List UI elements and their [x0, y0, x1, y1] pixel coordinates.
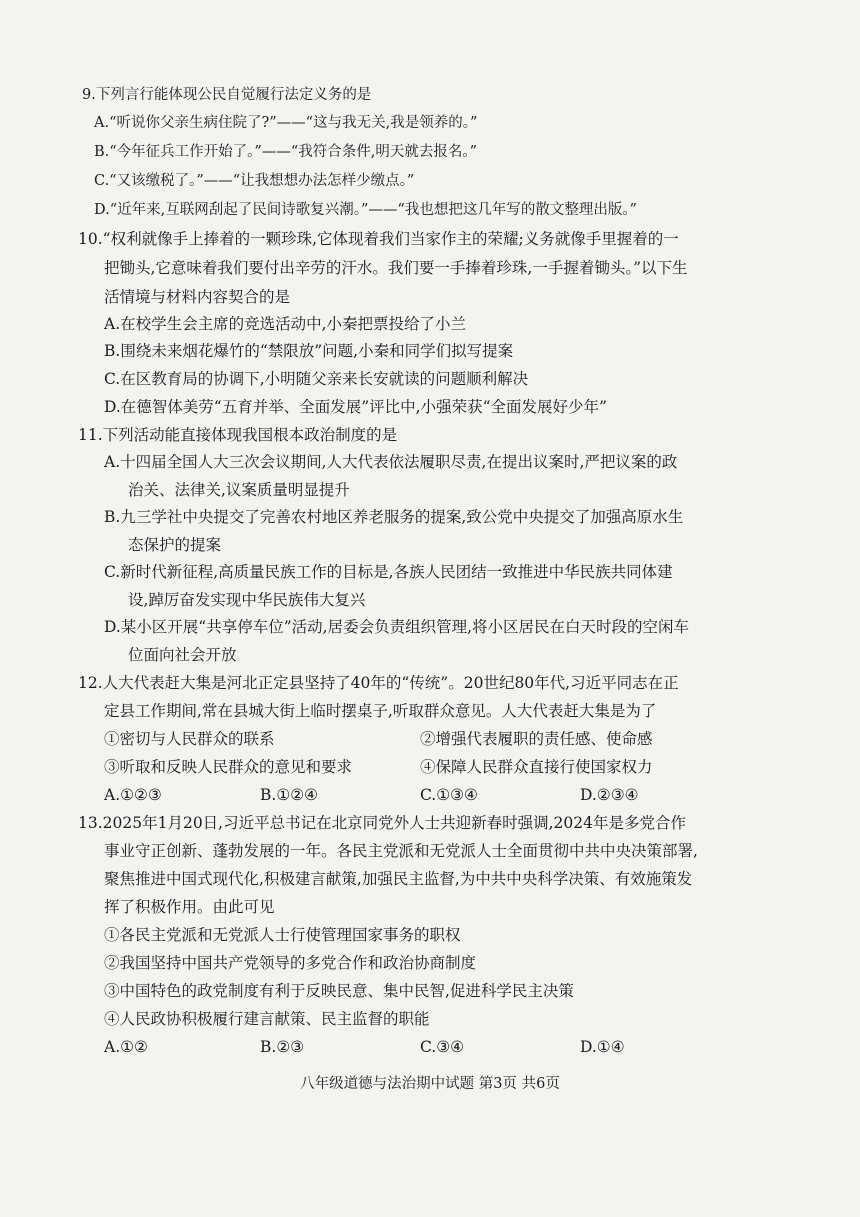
q11-option-c: C.新时代新征程,高质量民族工作的目标是,各族人民团结一致推进中华民族共同体建 [104, 563, 673, 581]
q9-option-b: B.“今年征兵工作开始了。”——“我符合条件,明天就去报名。” [94, 144, 478, 160]
q10-option-b: B.围绕未来烟花爆竹的“禁限放”问题,小秦和同学们拟写提案 [104, 342, 514, 360]
q11-option-d-cont: 位面向社会开放 [128, 646, 237, 664]
q13-statement-2: ②我国坚持中国共产党领导的多党合作和政治协商制度 [104, 954, 477, 972]
q11-option-c-cont: 设,踔厉奋发实现中华民族伟大复兴 [128, 591, 366, 609]
q12-choice-a: A.①②③ [104, 786, 162, 804]
q12-statement-3: ③听取和反映人民群众的意见和要求 [104, 758, 353, 776]
q9-option-d: D.“近年来,互联网刮起了民间诗歌复兴潮。”——“我也想把这几年写的散文整理出版。” [94, 202, 637, 218]
q9-option-a: A.“听说你父亲生病住院了?”——“这与我无关,我是领养的。” [94, 115, 478, 131]
q12-statement-4: ④保障人民群众直接行使国家权力 [420, 758, 653, 776]
q9-option-c: C.“又该缴税了。”——“让我想想办法怎样少缴点。” [94, 173, 415, 189]
q12-statement-2: ②增强代表履职的责任感、使命感 [420, 730, 653, 748]
q12-choice-c: C.①③④ [420, 786, 478, 804]
q12-choice-d: D.②③④ [580, 786, 639, 804]
q12-stem-line: 12.人大代表赶大集是河北正定县坚持了40年的“传统”。20世纪80年代,习近平同志在正 [78, 674, 679, 692]
q13-statement-1: ①各民主党派和无党派人士行使管理国家事务的职权 [104, 926, 461, 944]
q11-stem: 11.下列活动能直接体现我国根本政治制度的是 [78, 426, 398, 444]
q10-stem-line: 把锄头,它意味着我们要付出辛劳的汗水。我们要一手捧着珍珠,一手握着锄头。”以下生 [104, 259, 688, 277]
page-footer: 八年级道德与法治期中试题 第3页 共6页 [300, 1076, 560, 1092]
q13-stem-line: 挥了积极作用。由此可见 [104, 898, 275, 916]
q13-statement-3: ③中国特色的政党制度有利于反映民意、集中民智,促进科学民主决策 [104, 982, 574, 1000]
q13-stem-line: 事业守正创新、蓬勃发展的一年。各民主党派和无党派人士全面贯彻中共中央决策部署, [104, 842, 698, 860]
q12-stem-line: 定县工作期间,常在县城大街上临时摆桌子,听取群众意见。人大代表赶大集是为了 [104, 702, 657, 720]
q13-choice-b: B.②③ [260, 1038, 305, 1056]
q10-option-c: C.在区教育局的协调下,小明随父亲来长安就读的问题顺利解决 [104, 370, 529, 388]
q11-option-a: A.十四届全国人大三次会议期间,人大代表依法履职尽责,在提出议案时,严把议案的政 [104, 453, 678, 471]
q10-option-d: D.在德智体美劳“五育并举、全面发展”评比中,小强荣获“全面发展好少年” [104, 398, 607, 416]
q12-statement-1: ①密切与人民群众的联系 [104, 730, 275, 748]
q9-stem: 9.下列言行能体现公民自觉履行法定义务的是 [82, 87, 372, 103]
q13-choice-d: D.①④ [580, 1038, 625, 1056]
q11-option-a-cont: 治关、法律关,议案质量明显提升 [128, 481, 350, 499]
q13-statement-4: ④人民政协积极履行建言献策、民主监督的职能 [104, 1010, 430, 1028]
q13-stem-line: 聚焦推进中国式现代化,积极建言献策,加强民主监督,为中共中央科学决策、有效施策发 [104, 870, 693, 888]
q11-option-b-cont: 态保护的提案 [128, 536, 222, 554]
q13-choice-c: C.③④ [420, 1038, 465, 1056]
q10-stem-line: 10.“权利就像手上捧着的一颗珍珠,它体现着我们当家作主的荣耀;义务就像手里握着的一 [78, 230, 679, 248]
q13-choice-a: A.①② [104, 1038, 148, 1056]
q11-option-d: D.某小区开展“共享停车位”活动,居委会负责组织管理,将小区居民在白天时段的空闲车 [104, 618, 690, 636]
q13-stem-line: 13.2025年1月20日,习近平总书记在北京同党外人士共迎新春时强调,2024年是多党合作 [78, 814, 686, 832]
q11-option-b: B.九三学社中央提交了完善农村地区养老服务的提案,致公党中央提交了加强高原水生 [104, 508, 684, 526]
q10-option-a: A.在校学生会主席的竞选活动中,小秦把票投给了小兰 [104, 315, 467, 333]
q12-choice-b: B.①②④ [260, 786, 319, 804]
q10-stem-line: 活情境与材料内容契合的是 [104, 288, 291, 306]
